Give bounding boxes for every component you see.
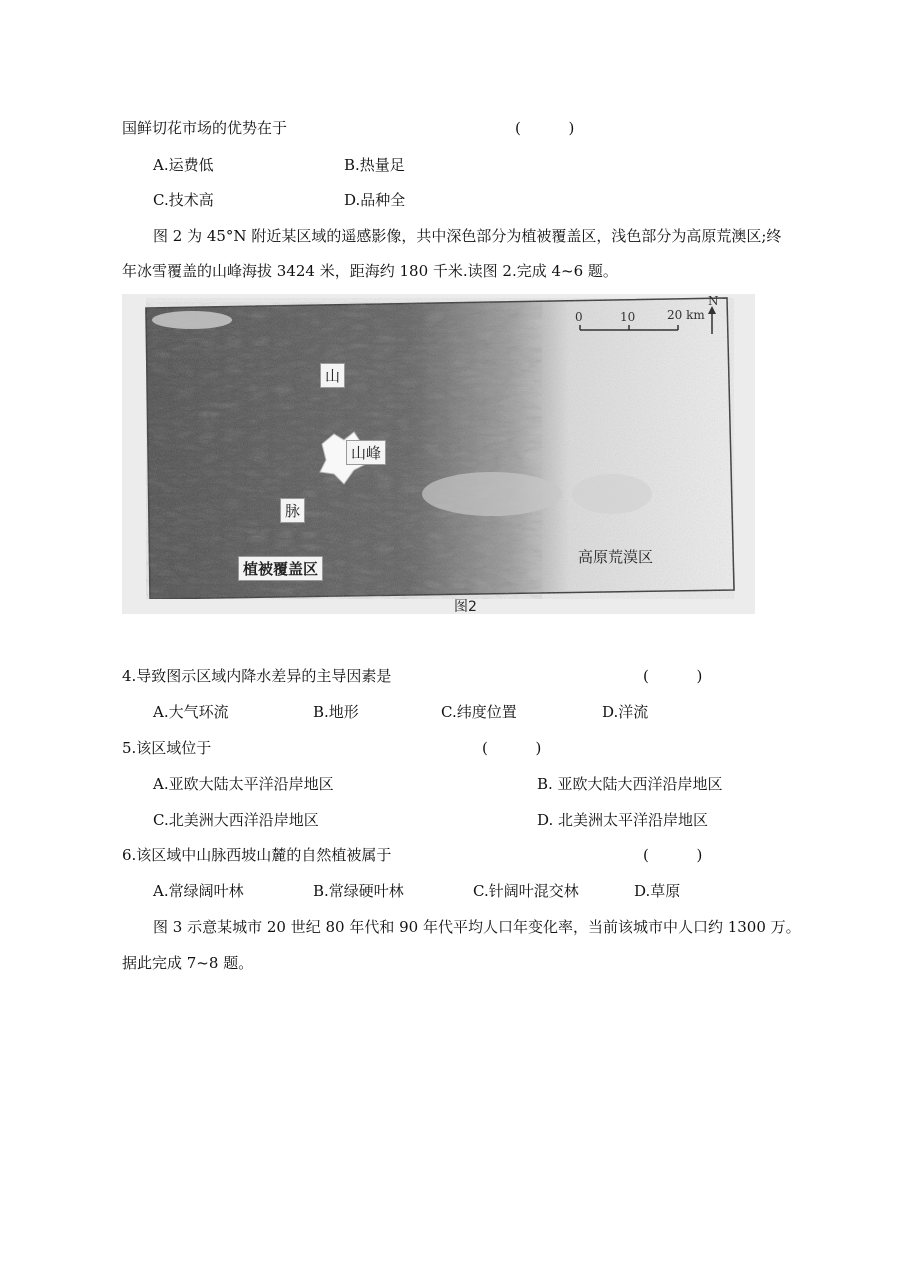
q6-option-b: B.常绿硬叶林	[313, 882, 404, 900]
fig2-intro-line2: 年冰雪覆盖的山峰海拔 3424 米，距海约 180 千米.读图 2.完成 4~6 题。	[122, 262, 618, 280]
q6-answer-paren: ( )	[643, 846, 703, 864]
q3-stem: 国鲜切花市场的优势在于	[122, 119, 288, 137]
scale-tick-0: 0	[575, 310, 583, 324]
q6-option-a: A.常绿阔叶林	[153, 882, 244, 900]
q3-option-a: A.运费低	[153, 156, 214, 174]
q5-option-b: B. 亚欧大陆大西洋沿岸地区	[537, 775, 723, 793]
label-shan: 山	[320, 363, 345, 388]
fig3-intro-line1: 图 3 示意某城市 20 世纪 80 年代和 90 年代平均人口年变化率，当前该城市中人口约 1300 万。	[153, 918, 801, 936]
q5-stem: 5.该区域位于	[122, 739, 212, 757]
figure-2-remote-sensing-image	[122, 294, 755, 614]
q5-answer-paren: ( )	[482, 739, 542, 757]
q4-answer-paren: ( )	[643, 667, 703, 685]
q3-answer-paren: ( )	[515, 119, 575, 137]
q4-option-b: B.地形	[313, 703, 359, 721]
q6-option-d: D.草原	[634, 882, 681, 900]
q5-option-a: A.亚欧大陆太平洋沿岸地区	[153, 775, 334, 793]
fig3-intro-line2: 据此完成 7~8 题。	[122, 954, 254, 972]
label-mai: 脉	[280, 498, 305, 523]
q4-stem: 4.导致图示区域内降水差异的主导因素是	[122, 667, 392, 685]
q6-option-c: C.针阔叶混交林	[473, 882, 579, 900]
q3-option-d: D.品种全	[344, 191, 406, 209]
fig2-intro-line1: 图 2 为 45°N 附近某区域的遥感影像，共中深色部分为植被覆盖区，浅色部分为高原荒澳区;终	[153, 227, 782, 245]
label-plateau-desert: 高原荒漠区	[578, 548, 654, 566]
q4-option-d: D.洋流	[602, 703, 649, 721]
q4-option-c: C.纬度位置	[441, 703, 517, 721]
q4-option-a: A.大气环流	[153, 703, 229, 721]
q6-stem: 6.该区域中山脉西坡山麓的自然植被属于	[122, 846, 392, 864]
scale-tick-20km: 20 km	[667, 308, 705, 322]
scale-tick-10: 10	[620, 310, 636, 324]
q5-option-c: C.北美洲大西洋沿岸地区	[153, 811, 319, 829]
q3-option-b: B.热量足	[344, 156, 405, 174]
q5-option-d: D. 北美洲太平洋沿岸地区	[537, 811, 709, 829]
north-label: N	[708, 294, 719, 308]
satellite-image-graphic	[122, 294, 755, 614]
label-peak: 山峰	[346, 440, 386, 465]
q3-option-c: C.技术高	[153, 191, 214, 209]
figure-caption: 图2	[454, 599, 477, 614]
label-vegetation-area: 植被覆盖区	[238, 556, 323, 581]
